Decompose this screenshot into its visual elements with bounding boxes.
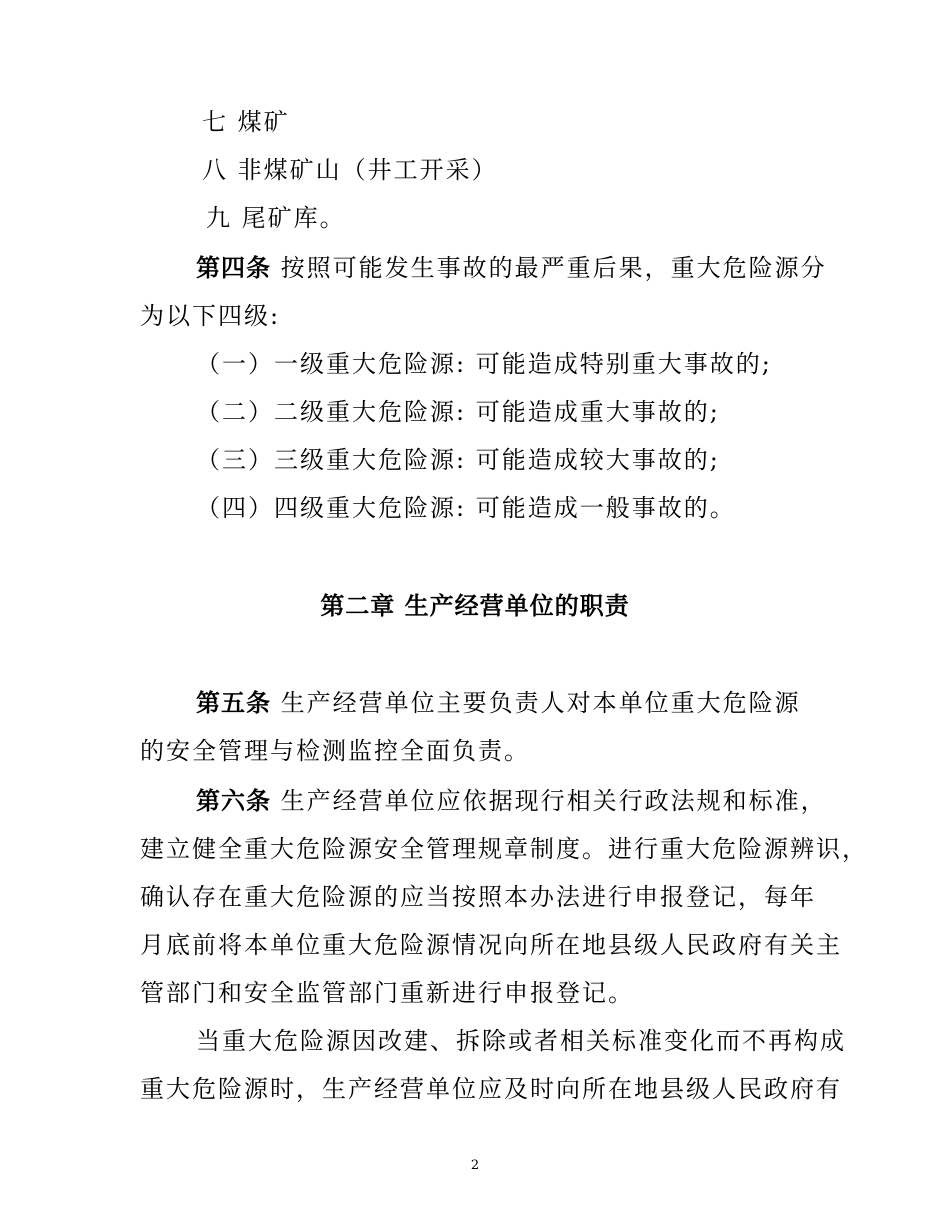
- article-6-line-2: 建立健全重大危险源安全管理规章制度。进行重大危险源辨识，: [140, 835, 868, 863]
- list-item-9: 九 尾矿库。: [206, 204, 346, 232]
- paragraph-change-line-2: 重大危险源时，生产经营单位应及时向所在地县级人民政府有: [140, 1075, 842, 1103]
- article-6-line-3: 确认存在重大危险源的应当按照本办法进行申报登记，每年: [140, 883, 816, 911]
- list-item-8: 八 非煤矿山（井工开采）: [202, 156, 498, 184]
- article-6-line-1: [196, 786, 827, 816]
- level-item-3: （三）三级重大危险源: 可能造成较大事故的;: [196, 446, 720, 474]
- article-5-text-1: 生产经营单位主要负责人对本单位重大危险源: [271, 689, 801, 717]
- level-item-4: （四）四级重大危险源: 可能造成一般事故的。: [196, 494, 736, 522]
- article-4-heading: 第四条: [196, 254, 271, 282]
- article-4-text-1: 按照可能发生事故的最严重后果，重大危险源分: [271, 254, 827, 282]
- page-number: 2: [470, 1158, 480, 1173]
- level-item-1: （一）一级重大危险源: 可能造成特别重大事故的;: [196, 350, 772, 378]
- list-item-7: 七 煤矿: [202, 108, 290, 136]
- article-6-line-5: 管部门和安全监管部门重新进行申报登记。: [140, 979, 634, 1007]
- level-item-2: （二）二级重大危险源: 可能造成重大事故的;: [196, 398, 720, 426]
- article-6-line-4: 月底前将本单位重大危险源情况向所在地县级人民政府有关主: [140, 931, 842, 959]
- paragraph-change-line-1: 当重大危险源因改建、拆除或者相关标准变化而不再构成: [196, 1027, 846, 1055]
- article-4-line-1: [196, 253, 827, 283]
- article-6-heading: 第六条: [196, 787, 271, 815]
- article-5-line-1: [196, 688, 801, 718]
- article-5-heading: 第五条: [196, 689, 271, 717]
- article-6-text-1: 生产经营单位应依据现行相关行政法规和标准，: [271, 787, 827, 815]
- article-4-line-2: 为以下四级:: [140, 302, 281, 330]
- article-5-line-2: 的安全管理与检测监控全面负责。: [140, 737, 530, 765]
- chapter-title: 第二章 生产经营单位的职责: [320, 592, 630, 620]
